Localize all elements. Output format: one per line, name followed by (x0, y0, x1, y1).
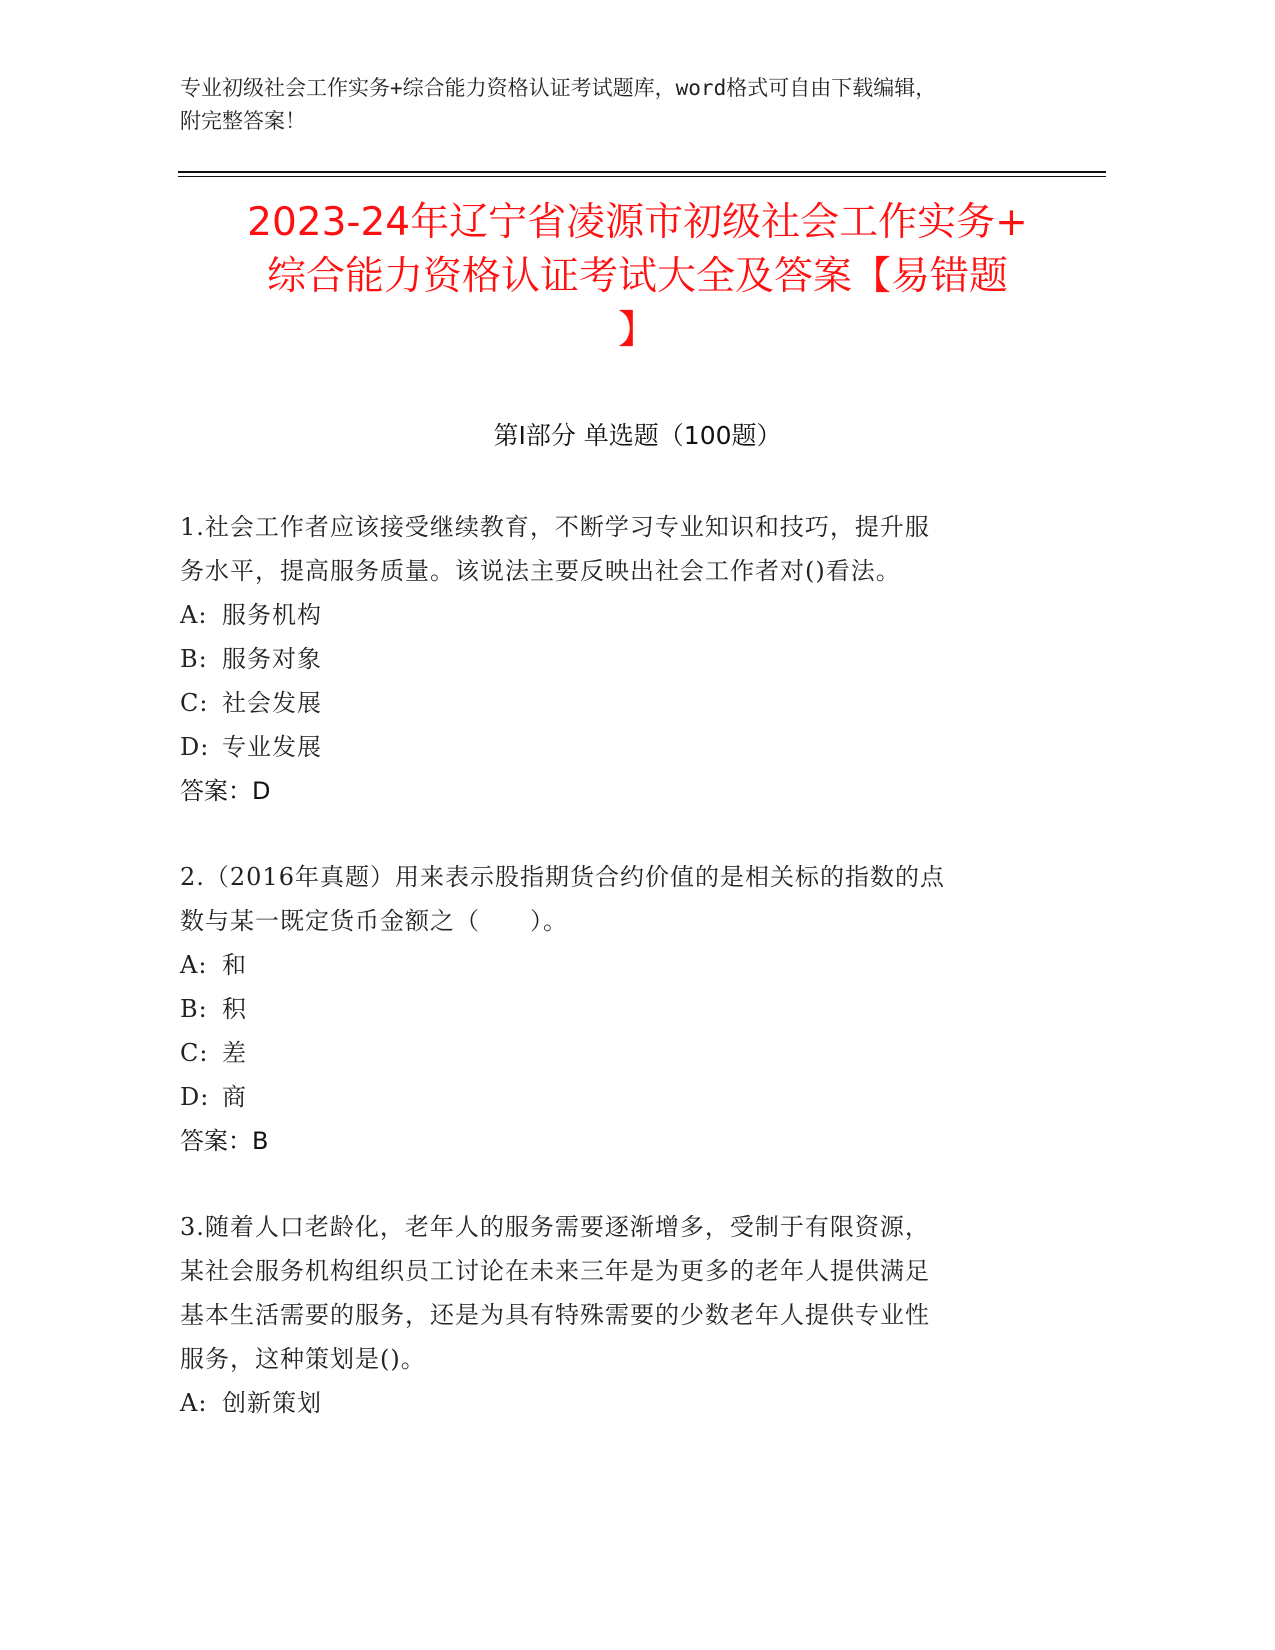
option-text: 差 (222, 1039, 247, 1067)
option-d (180, 1075, 1060, 1119)
option-text: 创新策划 (222, 1389, 322, 1417)
stem-line: 务水平，提高服务质量。该说法主要反映出社会工作者对()看法。 (180, 557, 901, 585)
option-key: C: (180, 689, 209, 717)
option-key: A: (180, 951, 208, 979)
option-text: 商 (222, 1083, 247, 1111)
title-line: 综合能力资格认证考试大全及答案【易错题 (266, 254, 1008, 299)
option-c (180, 1031, 1060, 1075)
option-key: B: (180, 995, 208, 1023)
question-list (180, 505, 1060, 1467)
question-1 (180, 505, 1060, 813)
option-text: 专业发展 (222, 733, 322, 761)
question-3 (180, 1205, 1060, 1425)
title-line: 】 (617, 308, 657, 353)
question-stem (180, 505, 1060, 593)
option-key: A: (180, 1389, 208, 1417)
option-a (180, 1381, 1060, 1425)
header-note-line: 专业初级社会工作实务+综合能力资格认证考试题库，word格式可自由下载编辑， (180, 76, 937, 100)
document-title (170, 196, 1105, 358)
option-d (180, 725, 1060, 769)
option-b (180, 987, 1060, 1031)
option-text: 社会发展 (222, 689, 322, 717)
option-c (180, 681, 1060, 725)
option-key: C: (180, 1039, 209, 1067)
option-key: B: (180, 645, 208, 673)
title-line: 2023-24年辽宁省凌源市初级社会工作实务+ (247, 200, 1028, 245)
option-text: 积 (222, 995, 247, 1023)
answer: 答案：B (180, 1127, 269, 1155)
question-stem (180, 855, 1060, 943)
header-note (180, 72, 1060, 138)
header-divider (178, 171, 1106, 173)
stem-line: 某社会服务机构组织员工讨论在未来三年是为更多的老年人提供满足 (180, 1257, 930, 1285)
stem-line: 服务，这种策划是()。 (180, 1345, 426, 1373)
answer: 答案：D (180, 777, 271, 805)
option-key: A: (180, 601, 208, 629)
option-text: 服务机构 (222, 601, 322, 629)
option-key: D: (180, 733, 210, 761)
option-b (180, 637, 1060, 681)
option-key: D: (180, 1083, 210, 1111)
stem-line: 数与某一既定货币金额之（ ）。 (180, 907, 568, 935)
header-divider-thin (178, 176, 1106, 177)
question-stem (180, 1205, 1060, 1381)
header-note-line: 附完整答案！ (180, 109, 306, 133)
section-heading: 第Ⅰ部分 单选题（100题） (493, 421, 782, 450)
stem-line: 1.社会工作者应该接受继续教育，不断学习专业知识和技巧，提升服 (180, 513, 930, 541)
option-a (180, 593, 1060, 637)
option-text: 和 (222, 951, 247, 979)
stem-line: 3.随着人口老龄化，老年人的服务需要逐渐增多，受制于有限资源， (180, 1213, 930, 1241)
stem-line: 基本生活需要的服务，还是为具有特殊需要的少数老年人提供专业性 (180, 1301, 930, 1329)
stem-line: 2.（2016年真题）用来表示股指期货合约价值的是相关标的指数的点 (180, 863, 945, 891)
option-text: 服务对象 (222, 645, 322, 673)
option-a (180, 943, 1060, 987)
question-2 (180, 855, 1060, 1163)
